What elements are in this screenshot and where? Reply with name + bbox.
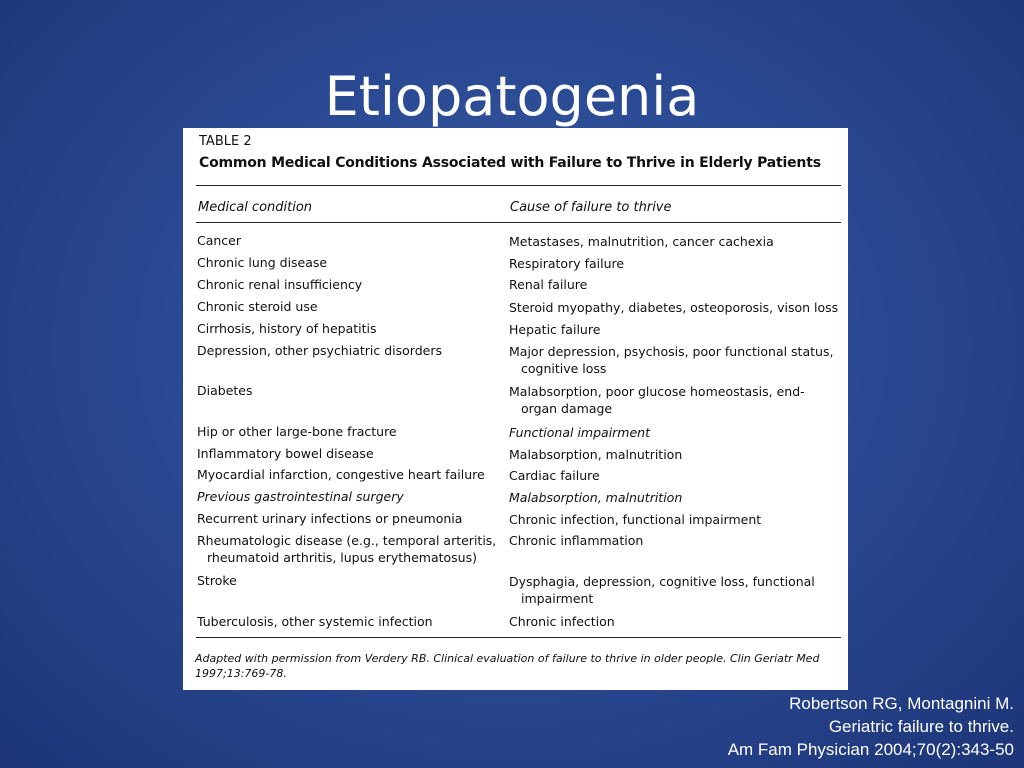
slide-title: Etiopatogenia: [324, 65, 700, 128]
table-cell-cause: Hepatic failure: [509, 322, 601, 337]
table-cell-cause: Chronic infection: [509, 614, 615, 629]
table-cell-cause: Respiratory failure: [509, 256, 625, 271]
table-cell-condition: Previous gastrointestinal surgery: [197, 489, 404, 504]
table-cell-condition: Rheumatologic disease (e.g., temporal arteritis, rheumatoid arthritis, lupus erythematosus): [197, 533, 497, 565]
table-cell-cause: Malabsorption, poor glucose homeostasis, end-organ damage: [509, 384, 805, 416]
table-cell-condition: Inflammatory bowel disease: [197, 446, 374, 461]
table-cell-condition: Depression, other psychiatric disorders: [197, 343, 442, 358]
citation-line-journal: Am Fam Physician 2004;70(2):343-50: [727, 740, 1014, 759]
table-cell-condition: Tuberculosis, other systemic infection: [197, 614, 433, 629]
table-cell-condition: Hip or other large-bone fracture: [197, 424, 397, 439]
citation: [728, 692, 1014, 761]
table-cell-cause: Dysphagia, depression, cognitive loss, functional impairment: [509, 574, 815, 606]
table-cell-cause: Metastases, malnutrition, cancer cachexia: [509, 234, 774, 249]
table-cell-cause: Malabsorption, malnutrition: [509, 490, 683, 505]
table-cell-condition: Chronic lung disease: [197, 255, 328, 270]
table-number: TABLE 2: [199, 134, 252, 149]
table-cell-condition: Chronic steroid use: [197, 299, 318, 314]
table-cell-cause: Chronic infection, functional impairment: [509, 512, 762, 527]
table-rule-top: [196, 185, 841, 186]
table-cell-cause: Cardiac failure: [509, 468, 600, 483]
table-image: [183, 128, 848, 690]
column-header-cause: Cause of failure to thrive: [510, 200, 672, 215]
table-cell-cause: Steroid myopathy, diabetes, osteoporosis, vison loss: [509, 300, 839, 315]
table-cell-cause: Major depression, psychosis, poor functional status, cognitive loss: [509, 344, 834, 376]
table-cell-condition: Diabetes: [197, 383, 253, 398]
table-title: Common Medical Conditions Associated with Failure to Thrive in Elderly Patients: [199, 155, 821, 171]
column-header-condition: Medical condition: [198, 200, 313, 215]
table-cell-cause: Functional impairment: [509, 425, 650, 440]
table-cell-condition: Cirrhosis, history of hepatitis: [197, 321, 377, 336]
table-cell-condition: Stroke: [197, 573, 237, 588]
table-cell-condition: Myocardial infarction, congestive heart failure: [197, 467, 485, 482]
table-cell-cause: Chronic inflammation: [509, 533, 644, 548]
table-cell-cause: Malabsorption, malnutrition: [509, 447, 683, 462]
table-footnote: Adapted with permission from Verdery RB. Clinical evaluation of failure to thrive in older people. Clin Geriatr Med 1997;13:769-78.: [195, 652, 820, 680]
table-rule-bottom: [196, 637, 841, 638]
citation-line-authors: Robertson RG, Montagnini M.: [789, 694, 1014, 713]
table-rule-header: [196, 222, 841, 223]
table-cell-condition: Recurrent urinary infections or pneumonia: [197, 511, 463, 526]
table-cell-condition: Chronic renal insufficiency: [197, 277, 363, 292]
table-cell-cause: Renal failure: [509, 277, 588, 292]
citation-line-title: Geriatric failure to thrive.: [828, 717, 1014, 736]
table-cell-condition: Cancer: [197, 233, 242, 248]
